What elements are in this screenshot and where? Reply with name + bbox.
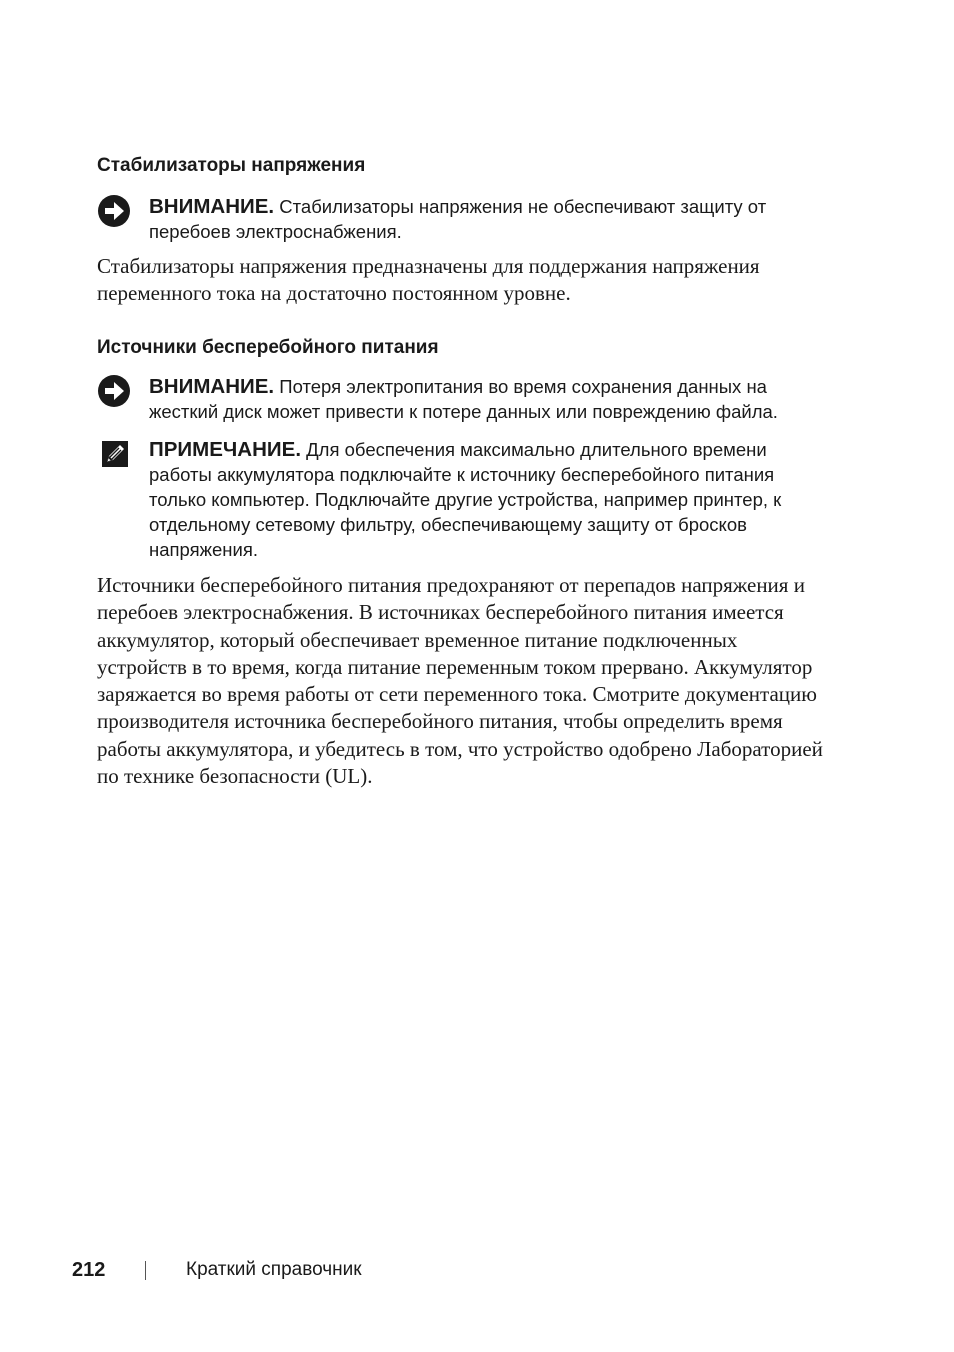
caution-label: ВНИМАНИЕ.	[149, 195, 275, 218]
note-label: ПРИМЕЧАНИЕ.	[149, 438, 302, 461]
note-body: Для обеспечения максимально длительного времени работы аккумулятора подключайте к источнику бесперебойного питания только компьютер. Подключайте другие устройства, например принтер, к отдельному сетевому фильтру, обеспечивающему защиту от бросков напряжения.	[149, 439, 782, 560]
caution-notice	[97, 194, 827, 244]
caution-body: Потеря электропитания во время сохранения данных на жесткий диск может привести к потере данных или повреждению файла.	[149, 376, 778, 422]
note-text	[149, 437, 827, 562]
section-heading-voltage-stabilizers: Стабилизаторы напряжения	[97, 155, 366, 176]
footer-separator	[145, 1261, 146, 1280]
page-number: 212	[72, 1259, 106, 1281]
body-paragraph: Стабилизаторы напряжения предназначены для поддержания напряжения переменного тока на достаточно постоянном уровне.	[97, 254, 760, 306]
body-paragraph: Источники бесперебойного питания предохраняют от перепадов напряжения и перебоев электроснабжения. В источниках бесперебойного питания имеется аккумулятор, который обеспечивает временное питание подключенных устройств в то время, когда питание переменным током прервано. Аккумулятор заряжается во время работы от сети переменного тока. Смотрите документацию производителя источника бесперебойного питания, чтобы определить время работы аккумулятора, и убедитесь в том, что устройство одобрено Лабораторией по технике безопасности (UL).	[97, 573, 823, 789]
caution-notice	[97, 374, 827, 424]
caution-text	[149, 374, 827, 424]
caution-arrow-icon	[97, 194, 131, 233]
note-notice	[97, 437, 827, 562]
footer-title: Краткий справочник	[186, 1259, 362, 1280]
caution-body: Стабилизаторы напряжения не обеспечивают защиту от перебоев электроснабжения.	[149, 196, 767, 242]
caution-label: ВНИМАНИЕ.	[149, 375, 275, 398]
caution-text	[149, 194, 827, 244]
section-heading-ups: Источники бесперебойного питания	[97, 337, 439, 358]
caution-arrow-icon	[97, 374, 131, 413]
note-pencil-icon	[101, 440, 129, 473]
